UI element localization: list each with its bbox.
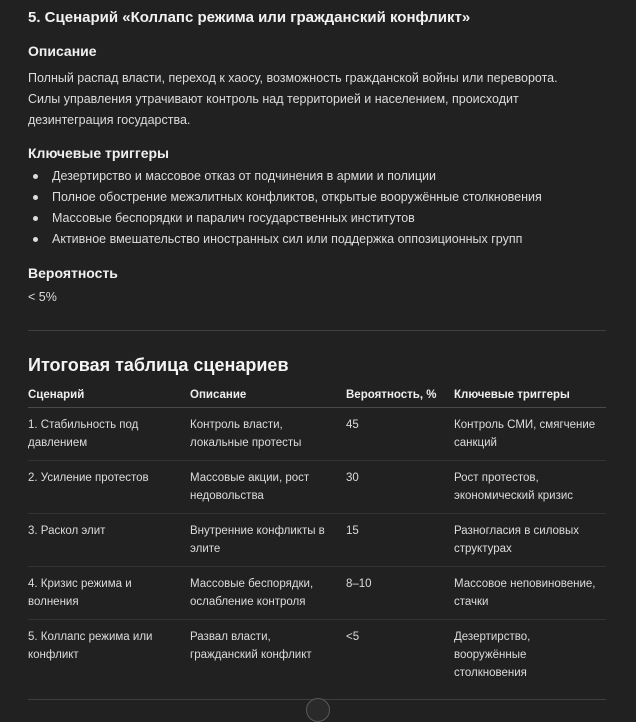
column-header-triggers: Ключевые триггеры bbox=[454, 383, 606, 408]
cell-probability: <5 bbox=[346, 631, 360, 643]
scroll-down-button[interactable] bbox=[306, 698, 330, 722]
description-heading: Описание bbox=[28, 43, 97, 59]
trigger-text: Полное обострение межэлитных конфликтов, открытые вооружённые столкновения bbox=[52, 190, 542, 204]
list-item bbox=[28, 166, 606, 187]
table-row bbox=[28, 620, 606, 691]
bullet-icon bbox=[33, 174, 38, 179]
trigger-text: Дезертирство и массовое отказ от подчинения в армии и полиции bbox=[52, 169, 436, 183]
cell-triggers: Контроль СМИ, смягчение санкций bbox=[454, 408, 606, 461]
scenario-5-title: 5. Сценарий «Коллапс режима или гражданский конфликт» bbox=[28, 9, 471, 26]
triggers-heading: Ключевые триггеры bbox=[28, 145, 169, 161]
list-item bbox=[28, 187, 606, 208]
cell-triggers: Массовое неповиновение, стачки bbox=[454, 567, 606, 620]
bullet-icon bbox=[33, 216, 38, 221]
cell-probability: 30 bbox=[346, 461, 454, 514]
table-row bbox=[28, 461, 606, 514]
bullet-icon bbox=[33, 237, 38, 242]
bullet-icon bbox=[33, 195, 38, 200]
summary-table bbox=[28, 383, 606, 690]
cell-scenario: 1. Стабильность под давлением bbox=[28, 408, 190, 461]
list-item bbox=[28, 208, 606, 229]
cell-scenario: 4. Кризис режима и волнения bbox=[28, 567, 190, 620]
triggers-list bbox=[28, 166, 606, 250]
cell-triggers: Рост протестов, экономический кризис bbox=[454, 461, 606, 514]
summary-table-title: Итоговая таблица сценариев bbox=[28, 355, 289, 375]
probability-value: < 5% bbox=[28, 290, 57, 304]
cell-description: Внутренние конфликты в элите bbox=[190, 514, 346, 567]
cell-probability: 45 bbox=[346, 408, 454, 461]
cell-scenario: 5. Коллапс режима или конфликт bbox=[28, 631, 153, 661]
table-row bbox=[28, 408, 606, 461]
cell-probability: 8–10 bbox=[346, 567, 454, 620]
trigger-text: Массовые беспорядки и паралич государственных институтов bbox=[52, 211, 415, 225]
table-header-row bbox=[28, 383, 606, 408]
cell-probability: 15 bbox=[346, 514, 454, 567]
list-item bbox=[28, 229, 606, 250]
trigger-text: Активное вмешательство иностранных сил или поддержка оппозиционных групп bbox=[52, 232, 523, 246]
cell-description: Массовые акции, рост недовольства bbox=[190, 461, 346, 514]
probability-heading: Вероятность bbox=[28, 265, 118, 281]
cell-description: Массовые беспорядки, ослабление контроля bbox=[190, 567, 346, 620]
table-row bbox=[28, 514, 606, 567]
column-header-description: Описание bbox=[190, 383, 346, 408]
cell-triggers: Разногласия в силовых структурах bbox=[454, 514, 606, 567]
cell-scenario: 2. Усиление протестов bbox=[28, 461, 190, 514]
column-header-probability: Вероятность, % bbox=[346, 383, 454, 408]
cell-triggers: Дезертирство, вооружённые столкновения bbox=[454, 631, 531, 679]
cell-description: Контроль власти, локальные протесты bbox=[190, 408, 346, 461]
section-divider bbox=[28, 330, 606, 331]
table-row bbox=[28, 567, 606, 620]
cell-scenario: 3. Раскол элит bbox=[28, 514, 190, 567]
description-text: Полный распад власти, переход к хаосу, возможность гражданской войны или переворота. Силы управления утрачивают контроль над территорией и населением, происходит дезинтеграция государства. bbox=[28, 71, 558, 127]
column-header-scenario: Сценарий bbox=[28, 383, 190, 408]
cell-description: Развал власти, гражданский конфликт bbox=[190, 631, 312, 661]
